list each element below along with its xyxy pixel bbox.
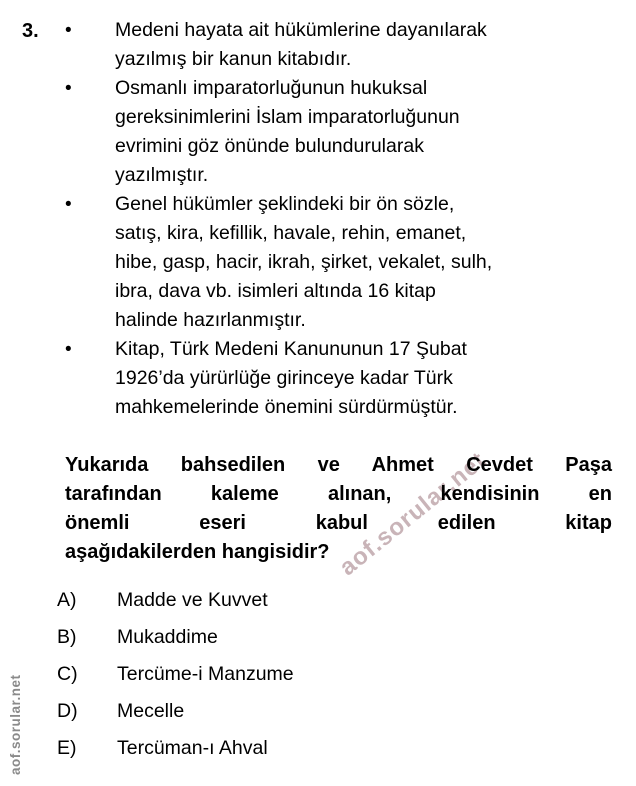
bullet-text: [115, 335, 612, 422]
option-e[interactable]: [57, 734, 612, 763]
diagonal-watermark: aof.sorular.net: [334, 446, 492, 582]
bullet-list: [65, 16, 612, 422]
question-line: Yukarıda bahsedilen ve Ahmet Cevdet Paşa: [65, 454, 612, 476]
option-text: Tercüman-ı Ahval: [117, 737, 268, 759]
side-watermark: aof.sorular.net: [8, 674, 23, 775]
bullet-icon: •: [65, 194, 72, 215]
bullet-item: [65, 190, 612, 335]
bullet-line: 1926’da yürürlüğe girinceye kadar Türk: [115, 367, 453, 389]
question-content: [57, 16, 612, 771]
option-b[interactable]: [57, 623, 612, 652]
bullet-line: yazılmıştır.: [115, 164, 209, 186]
bullet-line: yazılmış bir kanun kitabıdır.: [115, 48, 352, 70]
option-letter: A): [57, 589, 77, 611]
options-list: [57, 586, 612, 763]
option-d[interactable]: [57, 697, 612, 726]
bullet-text: [115, 74, 612, 190]
bullet-icon: •: [65, 339, 72, 360]
bullet-line: Osmanlı imparatorluğunun hukuksal: [115, 77, 428, 99]
bullet-line: mahkemelerinde önemini sürdürmüştür.: [115, 396, 458, 418]
bullet-line: evrimini göz önünde bulundurularak: [115, 135, 424, 157]
question-stem: [65, 451, 612, 567]
bullet-line: hibe, gasp, hacir, ikrah, şirket, vekalet, sulh,: [115, 251, 493, 273]
question-number: 3.: [22, 20, 39, 42]
option-text: Mecelle: [117, 700, 185, 722]
option-letter: D): [57, 700, 78, 722]
option-text: Mukaddime: [117, 626, 218, 648]
question-line: tarafından kaleme alınan, kendisinin en: [65, 483, 612, 505]
bullet-line: Medeni hayata ait hükümlerine dayanılarak: [115, 19, 487, 41]
bullet-text: [115, 190, 612, 335]
bullet-icon: •: [65, 78, 72, 99]
question-line: önemli eseri kabul edilen kitap: [65, 512, 612, 534]
bullet-item: [65, 74, 612, 190]
option-letter: E): [57, 737, 77, 759]
bullet-item: [65, 16, 612, 74]
option-c[interactable]: [57, 660, 612, 689]
bullet-line: ibra, dava vb. isimleri altında 16 kitap: [115, 280, 436, 302]
bullet-line: gereksinimlerini İslam imparatorluğunun: [115, 106, 460, 128]
bullet-line: Genel hükümler şeklindeki bir ön sözle,: [115, 193, 455, 215]
bullet-text: [115, 16, 612, 74]
bullet-line: satış, kira, kefillik, havale, rehin, emanet,: [115, 222, 467, 244]
bullet-line: halinde hazırlanmıştır.: [115, 309, 306, 331]
option-a[interactable]: [57, 586, 612, 615]
question-line: aşağıdakilerden hangisidir?: [65, 541, 330, 563]
option-text: Madde ve Kuvvet: [117, 589, 268, 611]
bullet-line: Kitap, Türk Medeni Kanununun 17 Şubat: [115, 338, 467, 360]
option-letter: C): [57, 663, 78, 685]
bullet-icon: •: [65, 20, 72, 41]
option-letter: B): [57, 626, 77, 648]
bullet-item: [65, 335, 612, 422]
option-text: Tercüme-i Manzume: [117, 663, 294, 685]
